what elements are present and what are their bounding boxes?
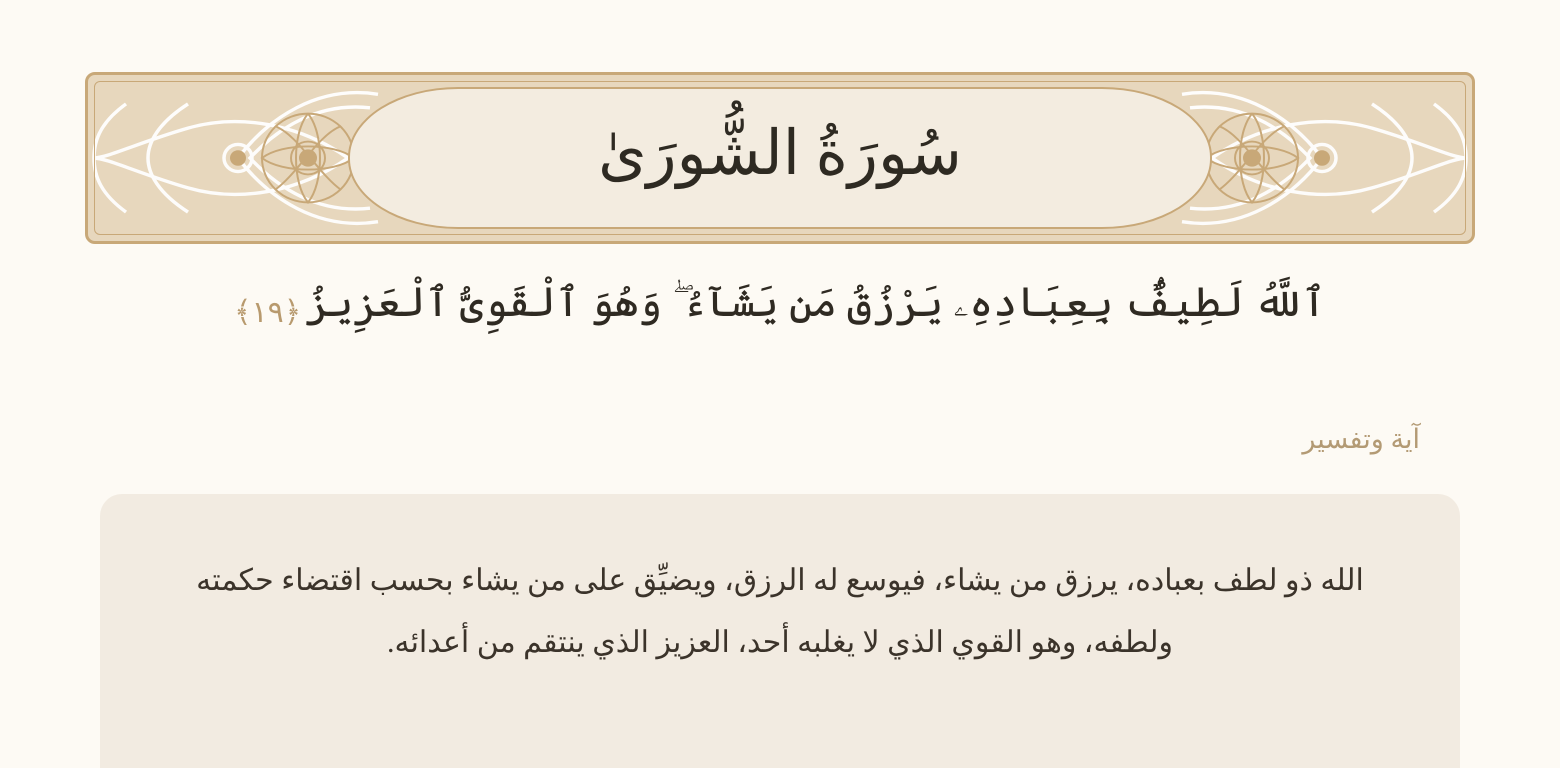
surah-title-banner [85,72,1475,244]
banner-frame [85,72,1475,244]
tafsir-card [100,494,1460,768]
surah-title: سُورَةُ الشُّورَىٰ [598,120,962,189]
arabesque-ornament-left-icon [88,75,388,241]
tafsir-text: الله ذو لطف بعباده، يرزق من يشاء، فيوسع له الرزق، ويضيِّق على من يشاء بحسب اقتضاء حكمته ولطفه، وهو القوي الذي لا يغلبه أحد، العزيز الذي ينتقم من أعدائه. [196,564,1364,659]
section-label: آية وتفسير [1302,424,1420,454]
ayah-number-marker: ﴿١٩﴾ [233,295,302,329]
arabesque-ornament-right-icon [1172,75,1472,241]
ayah-text: ٱللَّهُ لَطِيفٌۢ بِعِبَادِهِۦ يَرْزُقُ مَن يَشَآءُ ۖ وَهُوَ ٱلْقَوِىُّ ٱلْعَزِيزُ [305,279,1327,325]
surah-title-plate [348,87,1212,229]
ayah-container [85,268,1475,338]
